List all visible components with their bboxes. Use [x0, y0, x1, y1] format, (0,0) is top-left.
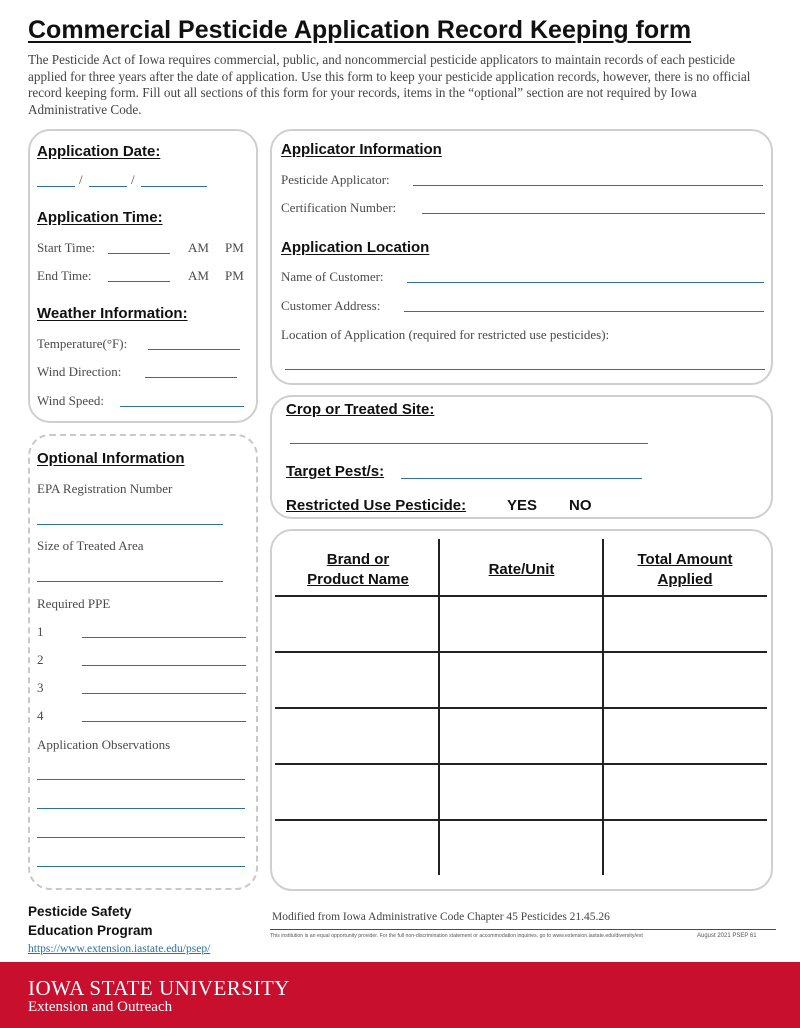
application-location-label: Location of Application (required for restricted use pesticides): — [281, 327, 610, 342]
date-separator: / — [131, 172, 135, 187]
end-am-option[interactable]: AM — [188, 268, 209, 283]
program-name-line2: Education Program — [28, 923, 153, 938]
certification-number-field[interactable] — [422, 213, 765, 214]
end-time-label: End Time: — [37, 268, 92, 283]
wind-direction-field[interactable] — [145, 377, 237, 378]
equal-opportunity-disclaimer: This institution is an equal opportunity provider. For the full non-discrimination statement or accommodation inquiries, go to www.extension.iastate.edu/diversity/ext — [270, 933, 643, 939]
table-row-line — [275, 763, 767, 765]
form-title: Commercial Pesticide Application Record Keeping form — [28, 16, 692, 44]
total-amount-header — [605, 550, 765, 590]
table-row-line — [275, 819, 767, 821]
temperature-field[interactable] — [148, 349, 240, 350]
ppe-field-3[interactable] — [82, 693, 246, 694]
wind-speed-label: Wind Speed: — [37, 393, 104, 408]
wind-speed-field[interactable] — [120, 406, 244, 407]
observations-line-4[interactable] — [37, 866, 245, 867]
pesticide-applicator-label: Pesticide Applicator: — [281, 172, 390, 187]
ppe-number: 3 — [37, 680, 44, 695]
required-ppe-label: Required PPE — [37, 596, 111, 611]
table-row-line — [275, 595, 767, 597]
observations-line-2[interactable] — [37, 808, 245, 809]
modified-note: Modified from Iowa Administrative Code Chapter 45 Pesticides 21.45.26 — [272, 911, 610, 923]
start-am-option[interactable]: AM — [188, 240, 209, 255]
psep-website-link[interactable]: https://www.extension.iastate.edu/psep/ — [28, 943, 211, 955]
customer-address-field[interactable] — [404, 311, 764, 312]
weather-heading: Weather Information: — [37, 305, 188, 322]
observations-line-3[interactable] — [37, 837, 245, 838]
ppe-number: 4 — [37, 708, 44, 723]
restricted-yes-option[interactable]: YES — [507, 497, 538, 514]
treated-area-field[interactable] — [37, 581, 223, 582]
optional-info-panel — [28, 434, 258, 890]
end-pm-option[interactable]: PM — [225, 268, 244, 283]
restricted-use-label: Restricted Use Pesticide: — [286, 497, 467, 514]
rate-unit-header: Rate/Unit — [488, 561, 555, 578]
start-pm-option[interactable]: PM — [225, 240, 244, 255]
total-amount-header-line2: Applied — [657, 571, 713, 588]
optional-info-heading: Optional Information — [37, 450, 185, 467]
application-date-heading: Application Date: — [37, 143, 161, 160]
crop-site-label: Crop or Treated Site: — [286, 401, 435, 418]
crop-site-field[interactable] — [290, 443, 648, 444]
target-pest-field[interactable] — [401, 478, 642, 479]
total-amount-header-line1: Total Amount — [637, 551, 733, 568]
application-location-field[interactable] — [285, 369, 765, 370]
date-year-field[interactable] — [141, 186, 207, 187]
applicator-info-heading: Applicator Information — [281, 141, 442, 158]
ppe-field-2[interactable] — [82, 665, 246, 666]
applicator-location-panel — [270, 129, 773, 385]
end-time-field[interactable] — [108, 281, 170, 282]
observations-line-1[interactable] — [37, 779, 245, 780]
date-day-field[interactable] — [89, 186, 127, 187]
ppe-field-4[interactable] — [82, 721, 246, 722]
ppe-number: 2 — [37, 652, 44, 667]
application-location-heading: Application Location — [281, 239, 430, 256]
target-pest-label: Target Pest/s: — [286, 463, 385, 480]
start-time-field[interactable] — [108, 253, 170, 254]
date-separator: / — [79, 172, 83, 187]
wind-direction-label: Wind Direction: — [37, 364, 122, 379]
treated-area-label: Size of Treated Area — [37, 538, 144, 553]
brand-product-header-line1: Brand or — [326, 551, 390, 568]
table-row-line — [275, 707, 767, 709]
start-time-label: Start Time: — [37, 240, 96, 255]
publication-code: August 2021 PSEP 61 — [697, 933, 757, 939]
isu-wordmark: IOWA STATE UNIVERSITY — [28, 976, 290, 1000]
epa-registration-label: EPA Registration Number — [37, 481, 173, 496]
ppe-number: 1 — [37, 624, 44, 639]
date-month-field[interactable] — [37, 186, 75, 187]
brand-product-header — [278, 550, 438, 590]
epa-registration-field[interactable] — [37, 524, 223, 525]
footer-divider — [270, 929, 776, 930]
restricted-no-option[interactable]: NO — [569, 497, 592, 514]
customer-address-label: Customer Address: — [281, 298, 381, 313]
ppe-field-1[interactable] — [82, 637, 246, 638]
table-row-line — [275, 651, 767, 653]
customer-name-label: Name of Customer: — [281, 269, 384, 284]
intro-paragraph: The Pesticide Act of Iowa requires commercial, public, and noncommercial pesticide applicators to maintain records of each pesticide applied for three years after the date of application. Use this form to keep your pesticide application records, however, there is no official record keeping form. Fill out all sections of this form for your records, items in the “optional” section are not required by Iowa Administrative Code. — [28, 52, 751, 117]
certification-number-label: Certification Number: — [281, 200, 397, 215]
brand-product-header-line2: Product Name — [307, 571, 409, 588]
pesticide-applicator-field[interactable] — [413, 185, 763, 186]
application-time-heading: Application Time: — [37, 209, 163, 226]
isu-extension-subtitle: Extension and Outreach — [28, 999, 173, 1015]
customer-name-field[interactable] — [407, 282, 764, 283]
observations-label: Application Observations — [37, 737, 171, 752]
program-name-line1: Pesticide Safety — [28, 904, 132, 919]
temperature-label: Temperature(°F): — [37, 336, 128, 351]
